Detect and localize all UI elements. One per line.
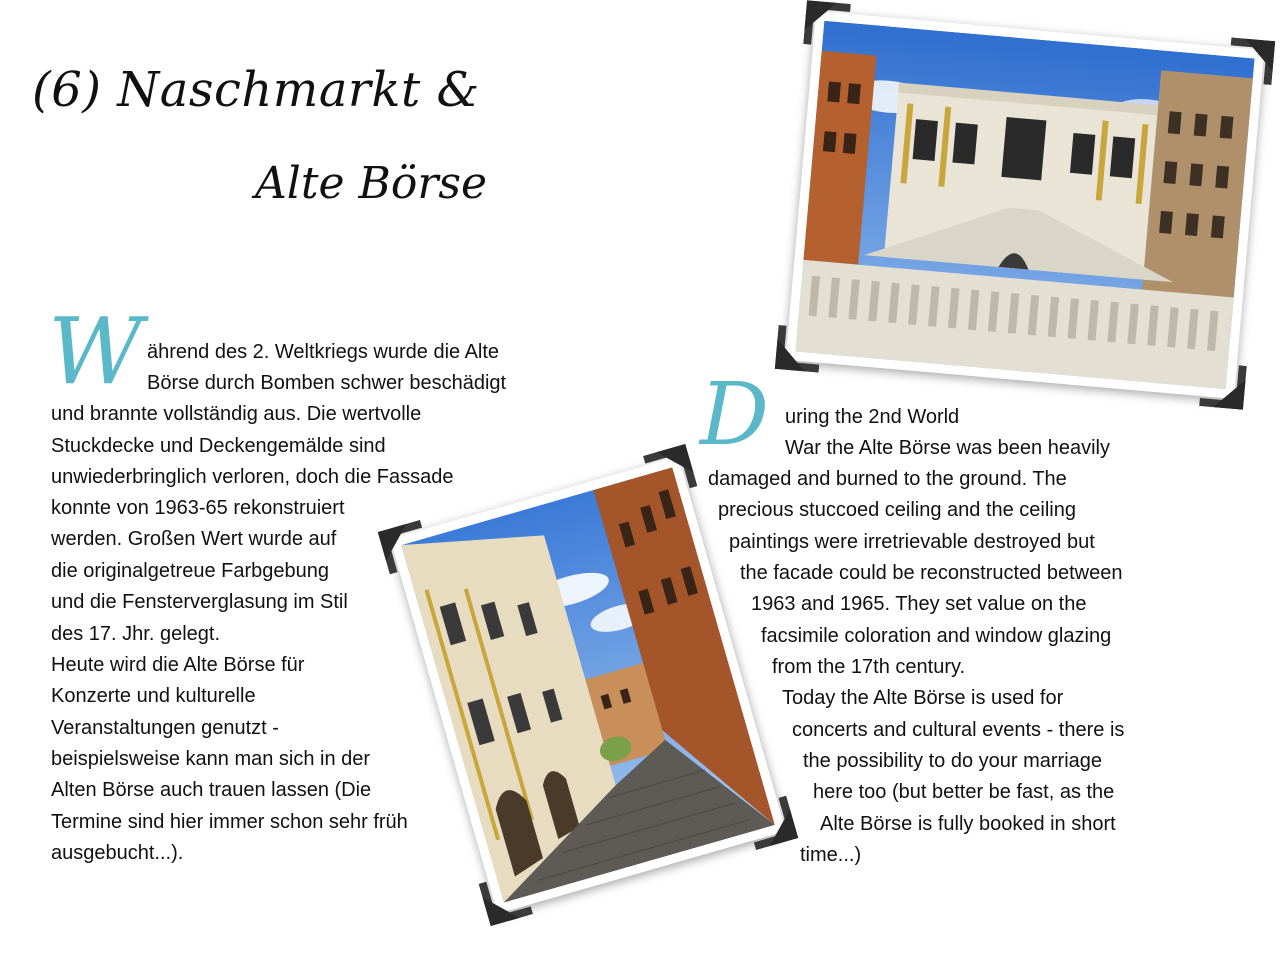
english-line: facsimile coloration and window glazing [761,625,1112,647]
english-line: damaged and burned to the ground. The [708,468,1067,490]
german-line: Alten Börse auch trauen lassen (Die [51,779,372,801]
facade-image [795,21,1254,389]
german-line: konnte von 1963-65 rekonstruiert [51,497,345,519]
english-line: time...) [800,844,862,866]
photo-alte-boerse-facade [786,11,1265,399]
english-line: the facade could be reconstructed between [740,562,1123,584]
photo-naschmarkt-street [390,456,786,914]
german-line: Veranstaltungen genutzt - [51,717,279,739]
german-line: und brannte vollständig aus. Die wertvolle [51,403,422,425]
english-line: Today the Alte Börse is used for [782,687,1064,709]
english-line: precious stuccoed ceiling and the ceiling [718,499,1076,521]
english-line: paintings were irretrievable destroyed but [729,531,1095,553]
german-line: werden. Großen Wert wurde auf [51,528,337,550]
german-line: unwiederbringlich verloren, doch die Fassade [51,466,454,488]
english-dropcap: D [700,365,769,465]
german-line: Stuckdecke und Deckengemälde sind [51,435,386,457]
german-dropcap: W [48,298,143,405]
german-line: ährend des 2. Weltkriegs wurde die Alte [147,341,500,363]
page-title-line2: Alte Börse [255,158,488,209]
english-line: 1963 and 1965. They set value on the [751,593,1087,615]
german-line: beispielsweise kann man sich in der [51,748,371,770]
german-line: ausgebucht...). [51,842,184,864]
english-line: War the Alte Börse was been heavily [785,437,1110,459]
german-line: Börse durch Bomben schwer beschädigt [147,372,507,394]
page-title-line1: (6) Naschmarkt & [32,62,480,118]
english-line: concerts and cultural events - there is [792,719,1125,741]
street-image [401,467,775,902]
english-line: Alte Börse is fully booked in short [820,813,1116,835]
german-line: des 17. Jhr. gelegt. [51,623,221,645]
english-line: the possibility to do your marriage [803,750,1103,772]
german-line: die originalgetreue Farbgebung [51,560,329,582]
german-line: Heute wird die Alte Börse für [51,654,305,676]
german-line: Konzerte und kulturelle [51,685,256,707]
english-line: uring the 2nd World [785,406,960,428]
german-line: und die Fensterverglasung im Stil [51,591,348,613]
english-line: here too (but better be fast, as the [813,781,1115,803]
english-line: from the 17th century. [772,656,966,678]
german-line: Termine sind hier immer schon sehr früh [51,811,408,833]
